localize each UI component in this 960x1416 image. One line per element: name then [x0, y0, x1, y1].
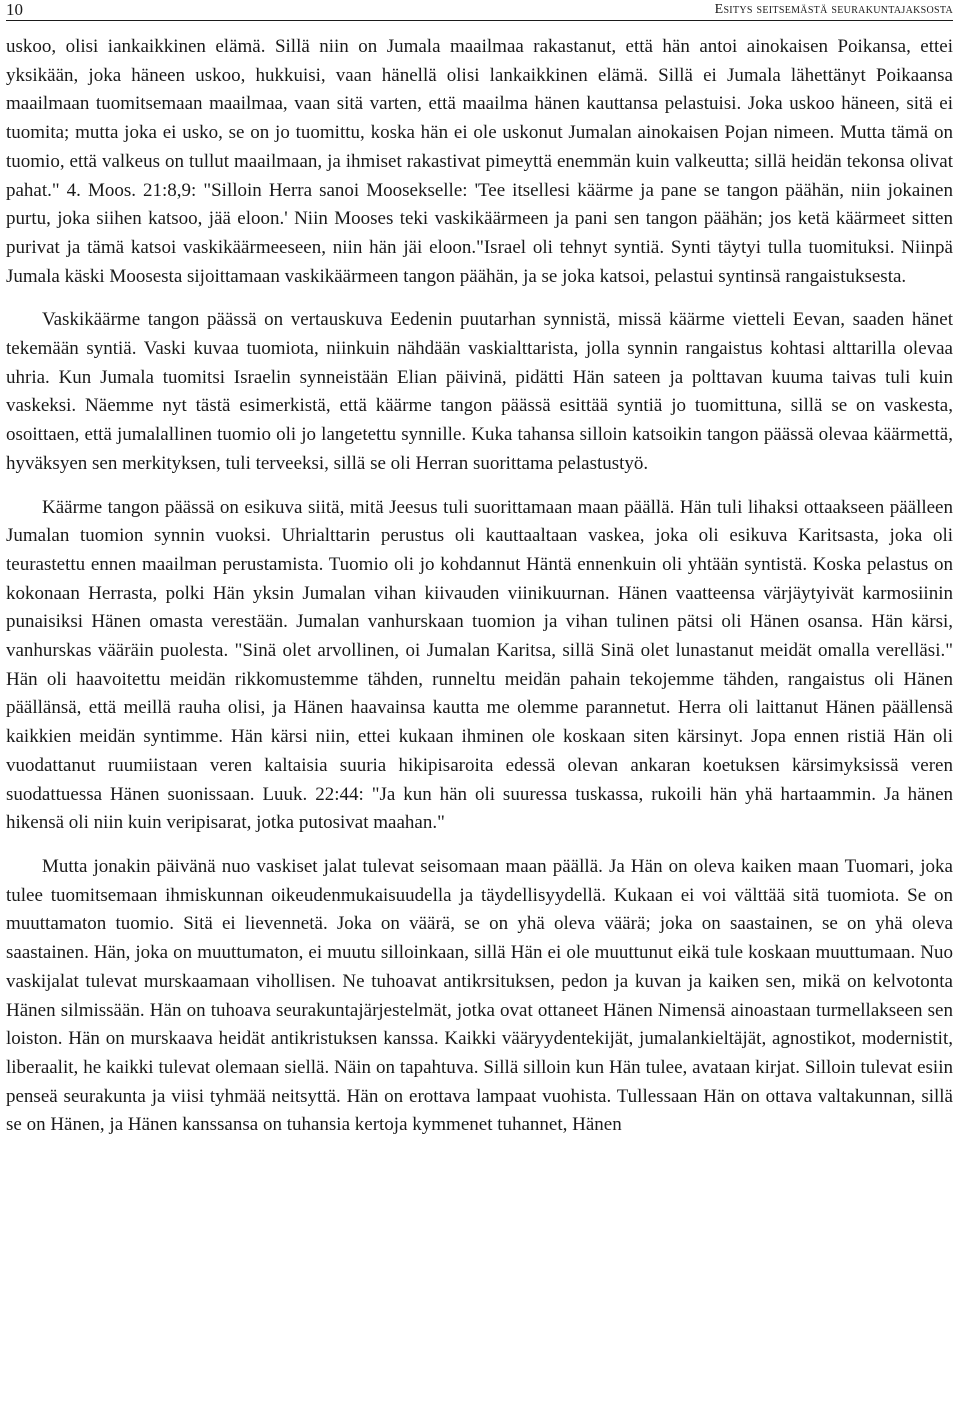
paragraph: Mutta jonakin päivänä nuo vaskiset jalat tulevat seisomaan maan päällä. Ja Hän on oleva kaiken maan Tuomari, joka tulee tuomitsemaan ihmiskunnan oikeudenmukaisuudella ja täydellisyydellä. Kukaan ei voi välttää sitä tuomiota. Se on muuttamaton tuomio. Sitä ei lievennetä. Joka on väärä, se on yhä oleva väärä; joka on saastainen, se on yhä oleva saastainen. Hän, joka on muuttumaton, ei muutu silloinkaan, sillä Hän ei ole muuttunut eikä tule koskaan muuttumaan. Nuo vaskijalat tulevat murskaamaan vihollisen. Ne tuhoavat antikrsituksen, pedon ja kuvan ja kaiken sen, mikä on kelvotonta Hänen silmissään. Hän on tuhoava seurakuntajärjestelmät, jotka ovat ottaneet Hänen Nimensä ainoastaan turmellakseen sen loiston. Hän on murskaava heidät antikristuksen kanssa. Kaikki vääryydentekijät, jumalankieltäjät, agnostikot, modernistit, liberaalit, he kaikki tulevat olemaan siellä. Näin on tapahtuva. Sillä silloin kun Hän tulee, avataan kirjat. Silloin tulevat esiin penseä seurakunta ja viisi tyhmää neitsyttä. Hän on erottava lampaat vuohista. Tullessaan Hän on ottava valtakunnan, sillä se on Hänen, ja Hänen kanssansa on tuhansia kertoja kymmenet tuhannet, Hänen	[6, 855, 953, 1136]
running-header	[6, 0, 953, 21]
body-text	[6, 33, 953, 1140]
running-title: Esitys seitsemästä seurakuntajaksosta	[714, 2, 953, 17]
document-page	[6, 0, 953, 1416]
paragraph: Käärme tangon päässä on esikuva siitä, mitä Jeesus tuli suorittamaan maan päällä. Hän tuli lihaksi ottaakseen päälleen Jumalan tuomion synnin vuoksi. Uhrialttarin perustus oli kauttaaltaan vaskea, joka oli esikuva Karitsasta, joka oli teurastettu ennen maailman perustamista. Tuomio oli jo kohdannut Häntä ennenkuin oli yhtään syntistä. Koska pelastus on kokonaan Herrasta, polki Hän yksin Jumalan vihan kiivauden viinikuurnan. Hänen vaatteensa värjäytyivät karmosiinin punaisiksi Hänen omasta verestään. Jumalan vanhurskaan tuomion ja vihan tulinen pätsi oli Hänen osansa. Hän kärsi, vanhurskas vääräin puolesta. "Sinä olet arvollinen, oi Jumalan Karitsa, sillä Sinä olet lunastanut meidät omalla verelläsi." Hän oli haavoitettu meidän rikkomustemme tähden, runneltu meidän pahain tekojemme tähden, rangaistus oli Hänen päällänsä, että meillä rauha olisi, ja Hänen haavainsa kautta me olemme parannetut. Herra oli laittanut Hänen päällensä kaikkien meidän syntimme. Hän kärsi niin, ettei kukaan ihminen ole koskaan siten kärsinyt. Jopa ennen ristiä Hän oli vuodattanut ruumiistaan veren kaltaisia suuria hikipisaroita edessä olevan ankaran koetuksen kärsimyksissä veren suodattuessa Hänen suonissaan. Luuk. 22:44: "Ja kun hän oli suuressa tuskassa, rukoili hän yhä hartaammin. Ja hänen hikensä oli niin kuin veripisarat, jotka putosivat maahan."	[6, 496, 953, 834]
paragraph: Vaskikäärme tangon päässä on vertauskuva Eedenin puutarhan synnistä, missä käärme vietteli Eevan, saaden hänet tekemään syntiä. Vaski kuvaa tuomiota, niinkuin nähdään vaskialttarista, jolla synnin rangaistus kohtasi alttarilla olevaa uhria. Kun Jumala tuomitsi Israelin synneistään Elian päivinä, pidätti Hän sateen ja polttavan kuuma taivas tuli kuin vaskeksi. Näemme nyt tästä esimerkistä, että käärme tangon päässä esittää syntiä jo tuomittuna, sillä se on vaskesta, osoittaen, että jumalallinen tuomio oli jo langetettu synnille. Kuka tahansa silloin katsoikin tangon päässä olevaa käärmettä, hyväksyen sen merkityksen, tuli terveeksi, sillä se oli Herran suorittama pelastustyö.	[6, 309, 953, 474]
page-number: 10	[6, 0, 23, 19]
paragraph: uskoo, olisi iankaikkinen elämä. Sillä niin on Jumala maailmaa rakastanut, että hän antoi ainokaisen Poikansa, ettei yksikään, joka häneen uskoo, hukkuisi, vaan hänellä olisi lankaikkinen elämä. Sillä ei Jumala lähettänyt Poikaansa maailmaan tuomitsemaan maailmaa, vaan sitä varten, että maailma hänen kauttansa pelastuisi. Joka uskoo häneen, sitä ei tuomita; mutta joka ei usko, se on jo tuomittu, koska hän ei ole uskonut Jumalan ainokaisen Pojan nimeen. Mutta tämä on tuomio, että valkeus on tullut maailmaan, ja ihmiset rakastivat pimeyttä enemmän kuin valkeutta; sillä heidän tekonsa olivat pahat." 4. Moos. 21:8,9: "Silloin Herra sanoi Moosekselle: 'Tee itsellesi käärme ja pane se tangon päähän, niin jokainen purtu, joka siihen katsoo, jää eloon.' Niin Mooses teki vaskikäärmeen ja pani sen tangon päähän; jos ketä käärmeet sitten purivat ja tämä katsoi vaskikäärmeeseen, niin hän jäi eloon."Israel oli tehnyt syntiä. Synti täytyi tulla tuomituksi. Niinpä Jumala käski Moosesta sijoittamaan vaskikäärmeen tangon päähän, ja se joka katsoi, pelastui syntinsä rangaistuksesta.	[6, 36, 953, 287]
